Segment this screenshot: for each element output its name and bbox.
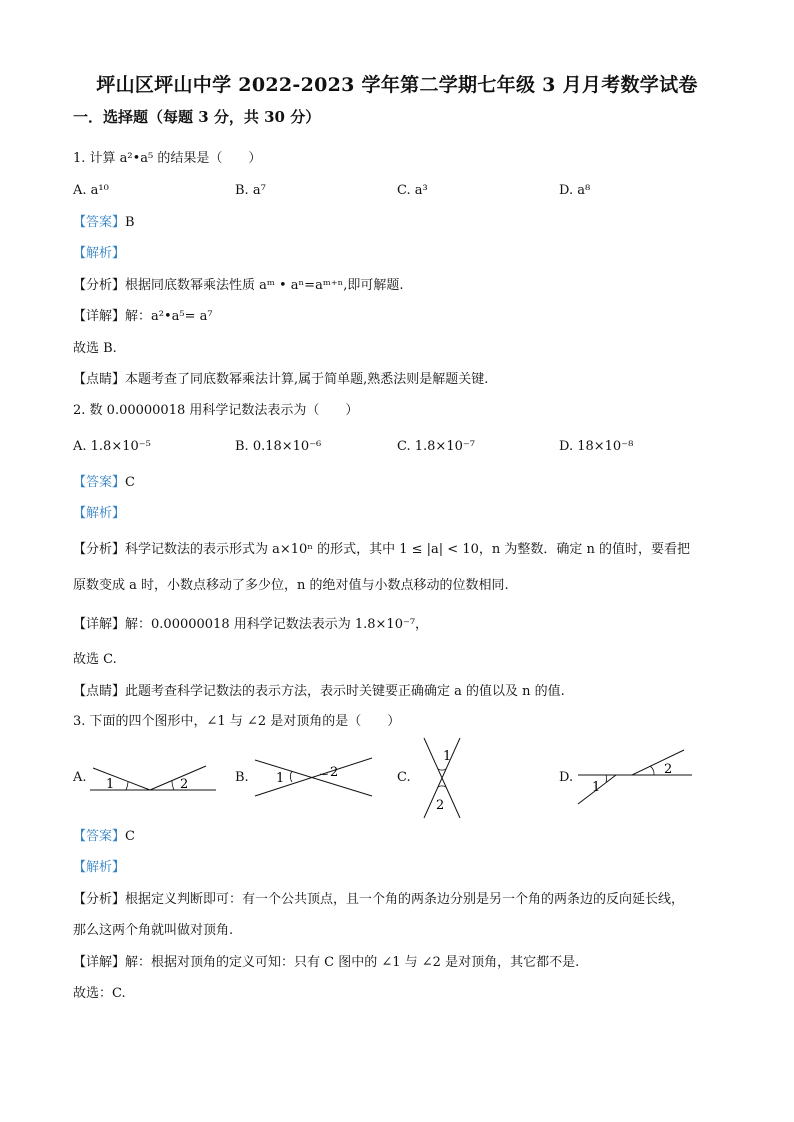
q3-figure-c-label: C. — [397, 770, 411, 785]
q3-fenxi-line1: 【分析】根据定义判断即可：有一个公共顶点，且一个角的两条边分别是另一个角的两条边的反向延长线， — [73, 892, 685, 907]
q3-figure-a — [88, 758, 223, 798]
q1-option-b: B. a⁷ — [235, 183, 266, 198]
q3-jiexi: 【解析】 — [73, 860, 126, 875]
fig-d-angle-2-arc — [650, 766, 654, 775]
fig-c-label-2: 2 — [436, 798, 445, 813]
q3-fenxi-line2: 那么这两个角就叫做对顶角. — [73, 923, 234, 938]
q3-figure-d-label: D. — [559, 770, 574, 785]
fig-a-label-2: 2 — [180, 777, 189, 792]
q2-xiangjie: 【详解】解：0.00000018 用科学记数法表示为 1.8×10⁻⁷， — [73, 617, 429, 632]
fig-d-label-1: 1 — [592, 780, 601, 795]
q3-stem: 3. 下面的四个图形中，∠1 与 ∠2 是对顶角的是（ ） — [73, 714, 401, 729]
fig-d-upper-ray — [632, 750, 684, 775]
q2-option-d: D. 18×10⁻⁸ — [559, 439, 634, 454]
q2-answer: 【答案】C — [73, 475, 135, 490]
q2-option-b: B. 0.18×10⁻⁶ — [235, 439, 322, 454]
q3-figure-b — [252, 752, 377, 800]
fig-c-angle-1-arc — [438, 769, 446, 770]
q2-option-a: A. 1.8×10⁻⁵ — [73, 439, 151, 454]
q1-answer: 【答案】B — [73, 215, 135, 230]
fig-d-angle-1-arc — [606, 775, 607, 782]
fig-a-right-ray — [150, 766, 206, 790]
fig-b-label-2: 2 — [330, 765, 339, 780]
q1-option-d: D. a⁸ — [559, 183, 591, 198]
q2-dianjing: 【点睛】此题考查科学记数法的表示方法，表示时关键要正确确定 a 的值以及 n 的值. — [73, 684, 565, 699]
section-heading: 一．选择题（每题 3 分，共 30 分） — [73, 108, 321, 126]
q2-fenxi-line1: 【分析】科学记数法的表示形式为 a×10ⁿ 的形式，其中 1 ≤ |a| < 10，n 为整数．确定 n 的值时，要看把 — [73, 542, 691, 557]
q3-conclusion: 故选：C. — [73, 986, 126, 1001]
q2-jiexi: 【解析】 — [73, 506, 126, 521]
q2-conclusion: 故选 C. — [73, 652, 117, 667]
q3-answer: 【答案】C — [73, 829, 135, 844]
q1-option-a: A. a¹⁰ — [73, 183, 109, 198]
fig-a-label-1: 1 — [106, 777, 115, 792]
fig-b-angle-1-arc — [290, 771, 292, 782]
q3-figure-a-label: A. — [73, 770, 87, 785]
q1-option-c: C. a³ — [397, 183, 428, 198]
fig-b-label-1: 1 — [276, 771, 285, 786]
q3-xiangjie: 【详解】解：根据对顶角的定义可知：只有 C 图中的 ∠1 与 ∠2 是对顶角，其它都不是. — [73, 955, 580, 970]
q2-fenxi-line2: 原数变成 a 时，小数点移动了多少位，n 的绝对值与小数点移动的位数相同. — [73, 578, 509, 593]
fig-c-angle-2-arc — [438, 786, 446, 787]
q3-figure-c — [418, 736, 466, 820]
q1-dianjing: 【点睛】本题考查了同底数幂乘法计算,属于简单题,熟悉法则是解题关键. — [73, 372, 489, 387]
fig-a-angle-1-arc — [126, 782, 128, 790]
q1-stem: 1. 计算 a²•a⁵ 的结果是（ ） — [73, 151, 262, 166]
fig-c-label-1: 1 — [443, 749, 452, 764]
q2-stem: 2. 数 0.00000018 用科学记数法表示为（ ） — [73, 403, 359, 418]
q1-xiangjie: 【详解】解：a²•a⁵= a⁷ — [73, 309, 213, 324]
exam-title: 坪山区坪山中学 2022-2023 学年第二学期七年级 3 月月考数学试卷 — [96, 74, 698, 96]
fig-d-label-2: 2 — [664, 762, 673, 777]
q1-fenxi: 【分析】根据同底数幂乘法性质 aᵐ • aⁿ=aᵐ⁺ⁿ,即可解题. — [73, 278, 404, 293]
q1-conclusion: 故选 B. — [73, 341, 117, 356]
q2-option-c: C. 1.8×10⁻⁷ — [397, 439, 475, 454]
q1-jiexi: 【解析】 — [73, 246, 126, 261]
q3-figure-d — [576, 748, 696, 808]
fig-a-left-ray — [93, 768, 150, 790]
q3-figure-b-label: B. — [235, 770, 249, 785]
fig-a-angle-2-arc — [172, 781, 174, 790]
